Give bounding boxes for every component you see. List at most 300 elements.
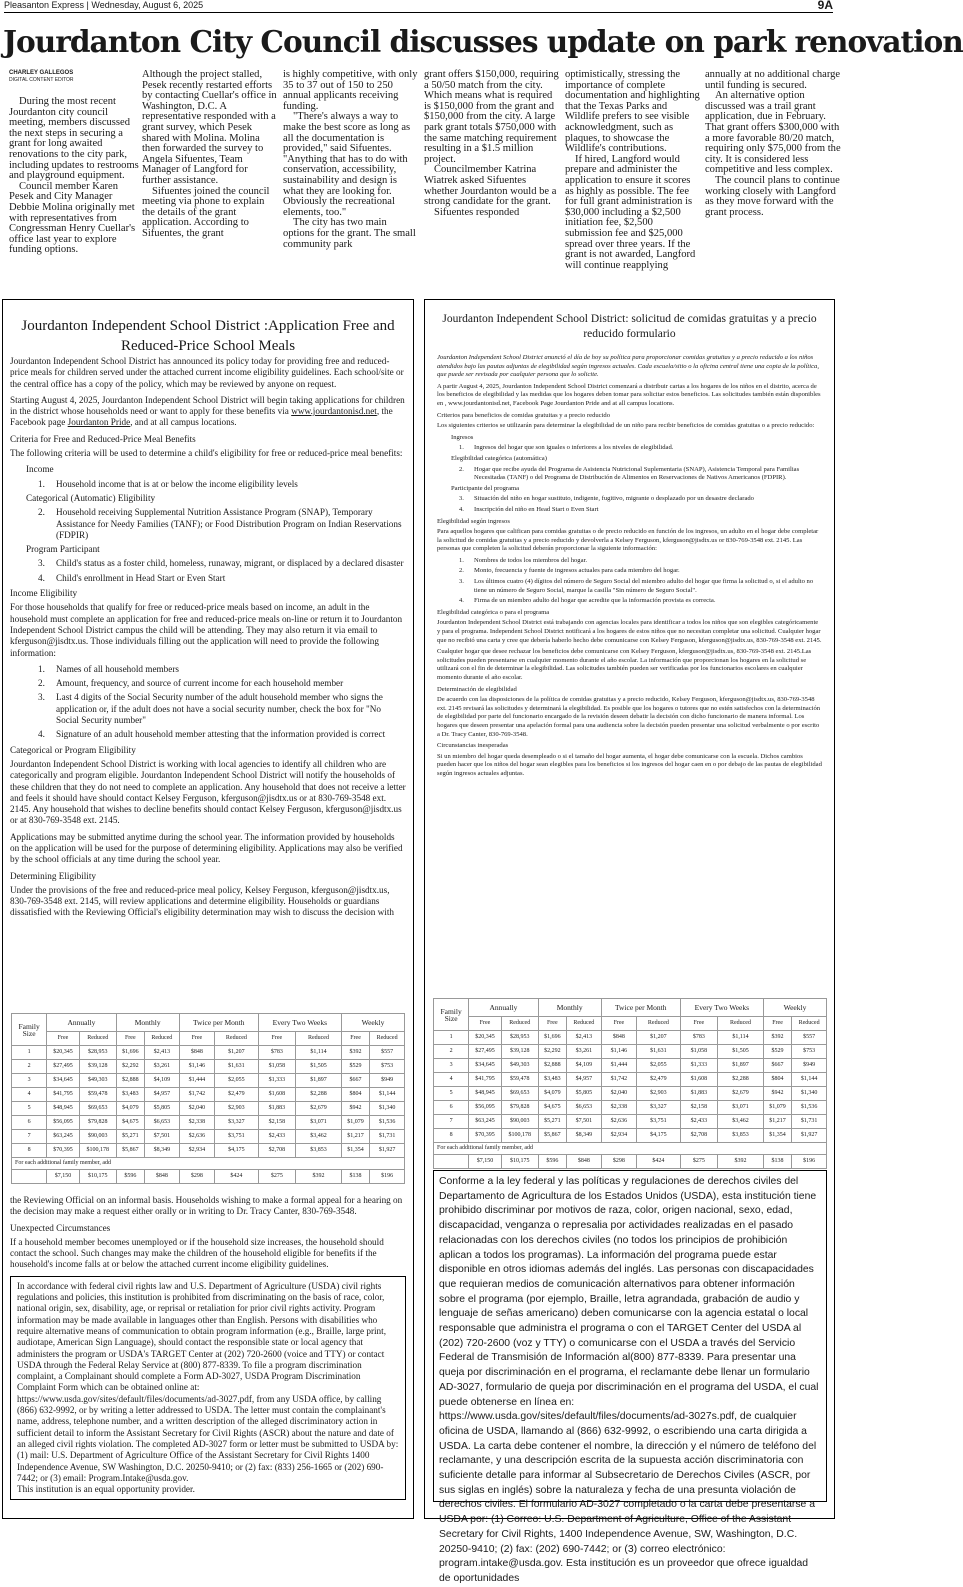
notice-paragraph: Cualquier hogar que desee rechazar los beneficios debe comunicarse con Kelsey Ferguson, kferguson@jisdtx.us, 830-769-3548 ext. 2145.Las solicitudes pueden presentarse en cualquier momento durante el año escolar. La información que proporcionan los hogares en la solicitud se utilizará con el fin de determinar la elegibilidad. Las solicitudes también pueden ser verificadas por los funcionarios escolares en cualquier momento durante el año escolar. bbox=[437, 648, 812, 681]
table-cell: $4,675 bbox=[116, 1116, 144, 1130]
table-cell: $783 bbox=[258, 1046, 295, 1060]
notice-paragraph: Under the provisions of the free and reduced-price meal policy, Kelsey Ferguson, kferguson@jisdtx.us, 830-769-3548 ext. 2145, will review applications and determine eligibility. Households or guardians dissatisfied with the Reviewing Official's eligibility determination may wish to discuss the decision with bbox=[10, 884, 394, 918]
table-cell: $1,079 bbox=[763, 1101, 791, 1115]
table-cell: $48,945 bbox=[47, 1102, 80, 1116]
table-cell: $557 bbox=[792, 1031, 827, 1045]
section-heading: Criterios para beneficios de comidas gratuitas y a precio reducido bbox=[437, 411, 611, 419]
table-cell: $424 bbox=[637, 1155, 681, 1169]
table-cell: $1,731 bbox=[370, 1130, 405, 1144]
table-cell: $63,245 bbox=[469, 1115, 502, 1129]
table-cell: $20,345 bbox=[47, 1046, 80, 1060]
table-cell: $392 bbox=[718, 1155, 764, 1169]
table-cell: $4,079 bbox=[116, 1102, 144, 1116]
table-cell: $2,055 bbox=[637, 1059, 681, 1073]
table-cell: $4,957 bbox=[566, 1073, 601, 1087]
table-cell: $138 bbox=[341, 1170, 369, 1184]
table-cell: $56,095 bbox=[469, 1101, 502, 1115]
table-cell: $5,867 bbox=[538, 1129, 566, 1143]
table-cell: $8,349 bbox=[144, 1144, 179, 1158]
table-cell: $1,696 bbox=[116, 1046, 144, 1060]
reduced-header: Reduced bbox=[637, 1017, 681, 1031]
info-item: 4. Signature of an adult household member attesting that the information provided is correct bbox=[38, 729, 386, 740]
table-cell: $1,927 bbox=[792, 1129, 827, 1143]
table-cell: 7 bbox=[434, 1115, 469, 1129]
story-paragraph: Although the project stalled, Pesek recently restarted efforts by contacting Cuellar's office in Washington, D.C. A representative responded with a grant survey, which Pesek shared with Molina. Molina then forwarded the survey to Angela Sifuentes, Team Manager of Langford for further assistance. bbox=[142, 69, 277, 186]
criteria-item: 1. Household income that is at or below the income eligibility levels bbox=[38, 478, 298, 489]
story-paragraph: An alternative option discussed was a trail grant application, due in February. That grant offers $300,000 with a more favorable 80/20 match, requiring only $75,000 from the city. It is considered less competitive and less complex. bbox=[705, 90, 841, 176]
notice-paragraph: Jourdanton Independent School District is working with local agencies to identify all children who are categorically and program eligible. Jourdanton Independent School District will notify the households of these children that they do not need to complete an application. Any household that does not receive a letter and feels it should have should contact Kelsey Ferguson, kferguson@jisdtx.us or at 830-769-3548 ext. 2145. Any household that wishes to decline benefits should contact Kelsey Ferguson, kferguson@jisdtx.us or at 830-769-3548 ext. 2145. bbox=[10, 758, 406, 826]
table-cell: $59,478 bbox=[79, 1088, 116, 1102]
table-row bbox=[12, 1074, 405, 1088]
table-cell: $63,245 bbox=[47, 1130, 80, 1144]
story-paragraph: Sifuentes joined the council meeting via phone to explain the details of the grant application. According to Sifuentes, the grant bbox=[142, 185, 270, 239]
section-heading: Circunstancias inesperadas bbox=[437, 742, 509, 750]
table-cell: $5,271 bbox=[538, 1115, 566, 1129]
table-cell: $529 bbox=[341, 1060, 369, 1074]
table-cell: $2,433 bbox=[680, 1115, 717, 1129]
table-cell: $2,338 bbox=[179, 1116, 214, 1130]
story-paragraph: grant offers $150,000, requiring a 50/50 match from the city. Which means what is required is $150,000 from the grant and $150,000 from the city. A large park grant totals $750,000 with the same matching requirement resulting in a $1.5 million project. bbox=[424, 69, 559, 165]
table-cell: $1,505 bbox=[296, 1060, 342, 1074]
notice-paragraph: If a household member becomes unemployed or if the household size increases, the household should contact the school. Such changes may make the children of the household eligible for benefits if the household's income falls at or below the attached current income eligibility guidelines. bbox=[10, 1236, 384, 1270]
table-cell: $2,288 bbox=[296, 1088, 342, 1102]
table-cell: $4,675 bbox=[538, 1101, 566, 1115]
story-paragraph: Councilmember Katrina Wiatrek asked Sifuentes whether Jourdanton would be a strong candidate for the grant. bbox=[424, 164, 557, 208]
table-cell: $2,679 bbox=[718, 1087, 764, 1101]
table-cell: $2,413 bbox=[144, 1046, 179, 1060]
table-cell: $41,795 bbox=[469, 1073, 502, 1087]
table-cell: 2 bbox=[434, 1045, 469, 1059]
story-column-1 bbox=[9, 70, 145, 256]
table-cell: $1,340 bbox=[792, 1087, 827, 1101]
criteria-item: 4. Inscripción del niño en Head Start o Even Start bbox=[459, 505, 599, 513]
free-header: Free bbox=[258, 1032, 295, 1046]
table-cell: $2,292 bbox=[538, 1045, 566, 1059]
table-cell: $1,742 bbox=[601, 1073, 636, 1087]
sub-heading: Participante del programa bbox=[451, 484, 520, 492]
story-paragraph: If hired, Langford would prepare and administer the application to ensure it scores as highly as possible. The fee for full grant administration is $30,000 including a $2,500 initiation fee, $2,500 submission fee and $25,000 spread over three years. If the grant is not awarded, Langford will continue reapplying bbox=[565, 153, 696, 271]
table-cell: $7,501 bbox=[144, 1130, 179, 1144]
table-cell: $1,114 bbox=[296, 1046, 342, 1060]
equal-opportunity-statement: Conforme a la ley federal y las políticas y regulaciones de derechos civiles del Departamento de Agricultura de los Estados Unidos (USDA), esta institución tiene prohibido discriminar por motivos de raza, color, origen nacional, sexo, edad, discapacidad, venganza o represalia por actividades realizadas en el pasado relacionadas con los derechos civiles (no todos los principios de prohibición aplican a todos los programas). La información del programa puede estar disponible en otros idiomas además del inglés. Las personas con discapacidades que requieran medios de comunicación alternativos para obtener información sobre el programa (por ejemplo, Braille, letra agrandada, grabación de audio y lenguaje de señas americano) deben comunicarse con la agencia estatal o local responsable que administra el programa o con el TARGET Center del USDA al (202) 720-2600 (voz y TTY) o comunicarse con el USDA a través del Servicio Federal de Transmisión de Información al(800) 877-8339. Para presentar una queja por discriminación en el programa, el reclamante debe llenar un formulario AD-3027, formulario de queja por discriminación en el programa del USDA, el cual puede obtenerse en línea en: https://www.usda.gov/sites/default/files/documents/ad-3027s.pdf, de cualquier oficina de USDA, llamando al (866) 632-9992, o escribiendo una carta dirigida a USDA. La carta debe contener el nombre, la dirección y el número de teléfono del reclamante, y una descripción escrita de la supuesta acción discriminatoria con suficiente detalle para informar al Subsecretario de Derechos Civiles (ASCR, por sus siglas en inglés) sobre la naturaleza y fecha de una presunta violación de derechos civiles. El formulario AD-3027 completado o la carta debe presentarse a USDA por: (1) Correo: U.S. Department of Agriculture, Office of the Assistant Secretary for Civil Rights, 1400 Independence Avenue, SW, Washington, D.C. 20250-9410; (2) fax: (202) 690-7442; or (3) correo electrónico: program.intake@usda.gov. Esta institución es un proveedor que ofrece igualdad de oportunidades bbox=[433, 1170, 827, 1502]
section-heading: Categorical or Program Eligibility bbox=[10, 744, 136, 755]
table-cell: $69,653 bbox=[501, 1087, 538, 1101]
table-cell: $3,327 bbox=[215, 1116, 259, 1130]
table-cell: $557 bbox=[370, 1046, 405, 1060]
section-heading: Determinación de elegibilidad bbox=[437, 685, 517, 693]
table-cell: $667 bbox=[341, 1074, 369, 1088]
table-cell: $7,150 bbox=[47, 1170, 80, 1184]
story-paragraph: "There's always a way to make the best score as long as all the documentation is provided," said Sifuentes. "Anything that has to do with conservation, accessibility, sustainability and design is what they are looking for. Obviously the recreational elements, too." bbox=[283, 111, 411, 218]
table-cell: $1,927 bbox=[370, 1144, 405, 1158]
criteria-item: 2. Household receiving Supplemental Nutrition Assistance Program (SNAP), Temporary Assistance for Needy Families (TANF); or Food Distribution Program on Indian Reservations (FDPIR) bbox=[38, 507, 402, 540]
notice-paragraph: For those households that qualify for free or reduced-price meals based on income, an adult in the household must complete an application for free and reduced-price meals on-line or return it to Jourdanton Independent School District campus the child will be attending. They may also return it via email to kferguson@jisdtx.us. Those individuals filling out the application will need to provide the following information: bbox=[10, 602, 403, 658]
family-size-header: Family Size bbox=[434, 999, 469, 1031]
reduced-header: Reduced bbox=[215, 1032, 259, 1046]
free-header: Free bbox=[116, 1032, 144, 1046]
table-cell: $2,708 bbox=[258, 1144, 295, 1158]
table-cell: 6 bbox=[434, 1101, 469, 1115]
table-cell: $69,653 bbox=[79, 1102, 116, 1116]
table-cell: $5,805 bbox=[566, 1087, 601, 1101]
story-column-3 bbox=[283, 70, 419, 250]
table-cell: $1,333 bbox=[258, 1074, 295, 1088]
table-cell: $392 bbox=[763, 1031, 791, 1045]
notice-title: Jourdanton Independent School District :Application Free and Reduced-Price School Meals bbox=[21, 318, 395, 354]
table-cell: $28,953 bbox=[79, 1046, 116, 1060]
table-row bbox=[12, 1170, 405, 1184]
table-cell: $100,178 bbox=[79, 1144, 116, 1158]
table-cell: $27,495 bbox=[47, 1060, 80, 1074]
family-size-header: Family Size bbox=[12, 1014, 47, 1046]
table-cell: $70,395 bbox=[469, 1129, 502, 1143]
notice-paragraph: Para aquellos hogares que califican para comidas gratuitas o de precio reducido en función de los ingresos, un adulto en el hogar debe completar la solicitud de comidas gratuitas y a precio reducido y devolverla a Kelsey Ferguson, kferguson@jisdtx.us or 830-769-3548 ext. 2145. Las personas que completen la solicitud deberán proporcionar la siguiente información: bbox=[437, 528, 819, 553]
table-cell: $70,395 bbox=[47, 1144, 80, 1158]
table-cell: $1,897 bbox=[296, 1074, 342, 1088]
table-cell: $3,483 bbox=[538, 1073, 566, 1087]
table-cell: $10,175 bbox=[79, 1170, 116, 1184]
table-cell: $2,479 bbox=[637, 1073, 681, 1087]
reduced-header: Reduced bbox=[144, 1032, 179, 1046]
table-cell: $1,144 bbox=[370, 1088, 405, 1102]
table-cell: $4,109 bbox=[566, 1059, 601, 1073]
section-heading: Elegibilidad categórica o para el programa bbox=[437, 608, 550, 616]
table-cell: $942 bbox=[763, 1087, 791, 1101]
table-cell: $3,751 bbox=[637, 1115, 681, 1129]
table-cell: $39,128 bbox=[79, 1060, 116, 1074]
table-cell: 1 bbox=[12, 1046, 47, 1060]
table-cell: 1 bbox=[434, 1031, 469, 1045]
table-cell: $5,805 bbox=[144, 1102, 179, 1116]
sub-heading: Program Participant bbox=[26, 544, 100, 555]
table-cell: $3,853 bbox=[296, 1144, 342, 1158]
table-cell: 3 bbox=[12, 1074, 47, 1088]
usda-statement bbox=[10, 1276, 406, 1501]
table-cell: $3,751 bbox=[215, 1130, 259, 1144]
table-cell: $1,897 bbox=[718, 1059, 764, 1073]
table-cell: 8 bbox=[12, 1144, 47, 1158]
table-cell: $28,953 bbox=[501, 1031, 538, 1045]
reduced-header: Reduced bbox=[718, 1017, 764, 1031]
notice-paragraph: Applications may be submitted anytime during the school year. The information provided by households on the application will be used for the purpose of determining eligibility. Applications may also be verified by the school officials at any time during the school year. bbox=[10, 831, 403, 865]
section-heading: Elegibilidad según ingresos bbox=[437, 517, 510, 525]
story-paragraph: is highly competitive, with only 35 to 37 out of 150 to 250 annual applicants receiving funding. bbox=[283, 69, 418, 112]
table-cell: $1,217 bbox=[763, 1115, 791, 1129]
period-header: Annually bbox=[469, 999, 539, 1017]
table-cell: $20,345 bbox=[469, 1031, 502, 1045]
table-cell: $1,144 bbox=[792, 1073, 827, 1087]
table-cell bbox=[12, 1170, 47, 1184]
table-cell: $2,888 bbox=[538, 1059, 566, 1073]
table-cell: $2,292 bbox=[116, 1060, 144, 1074]
info-item: 3. Los últimos cuatro (4) dígitos del número de Seguro Social del miembro adulto del hogar que firma la solicitud o, si el adulto no tiene un número de Seguro Social, marque la casilla "Sin número de Seguro Social". bbox=[459, 578, 814, 594]
info-item: 4. Firma de un miembro adulto del hogar que acredite que la información provista es correcta. bbox=[459, 597, 716, 605]
income-table-en-wrap bbox=[11, 1013, 405, 1184]
table-cell: $7,150 bbox=[469, 1155, 502, 1169]
period-header: Monthly bbox=[538, 999, 601, 1017]
table-cell: $90,003 bbox=[79, 1130, 116, 1144]
criteria-item: 3. Child's status as a foster child, homeless, runaway, migrant, or displaced by a declared disaster bbox=[38, 558, 404, 569]
facebook-page-link[interactable]: Jourdanton Pride bbox=[67, 417, 131, 428]
free-header: Free bbox=[601, 1017, 636, 1031]
income-table-es-wrap bbox=[433, 998, 827, 1169]
table-row bbox=[434, 1031, 827, 1045]
table-row bbox=[434, 1059, 827, 1073]
table-cell: $1,444 bbox=[179, 1074, 214, 1088]
table-cell: $3,483 bbox=[116, 1088, 144, 1102]
story-column-2 bbox=[142, 70, 278, 240]
info-item: 1. Nombres de todos los miembros del hogar. bbox=[459, 556, 587, 564]
period-header: Twice per Month bbox=[179, 1014, 258, 1032]
free-header: Free bbox=[179, 1032, 214, 1046]
table-cell: $783 bbox=[680, 1031, 717, 1045]
headline: Jourdanton City Council discusses update on park renovation bbox=[3, 24, 963, 59]
period-header: Weekly bbox=[341, 1014, 404, 1032]
table-cell: $1,536 bbox=[370, 1116, 405, 1130]
period-header: Monthly bbox=[116, 1014, 179, 1032]
table-row bbox=[434, 1129, 827, 1143]
table-cell: $48,945 bbox=[469, 1087, 502, 1101]
masthead-publication: Pleasanton Express | Wednesday, August 6, 2025 bbox=[4, 0, 204, 10]
table-cell: $3,261 bbox=[144, 1060, 179, 1074]
notice-title: Jourdanton Independent School District: solicitud de comidas gratuitas y a precio reducido formulario bbox=[442, 313, 817, 340]
table-cell: $848 bbox=[601, 1031, 636, 1045]
table-cell: $79,828 bbox=[501, 1101, 538, 1115]
table-cell: $49,303 bbox=[79, 1074, 116, 1088]
reduced-header: Reduced bbox=[370, 1032, 405, 1046]
table-cell: $2,433 bbox=[258, 1130, 295, 1144]
table-row bbox=[434, 1045, 827, 1059]
table-cell: $34,645 bbox=[47, 1074, 80, 1088]
table-cell: $1,608 bbox=[680, 1073, 717, 1087]
table-cell: $90,003 bbox=[501, 1115, 538, 1129]
sub-heading: Elegibilidad categórica (automática) bbox=[451, 454, 547, 462]
notice-english bbox=[2, 299, 414, 1519]
table-cell bbox=[434, 1155, 469, 1169]
table-cell: $949 bbox=[792, 1059, 827, 1073]
table-cell: $6,653 bbox=[566, 1101, 601, 1115]
story-paragraph: The council plans to continue working closely with Langford as they move forward with the grant process. bbox=[705, 174, 840, 218]
story-paragraph: The city has two main options for the grant. The small community park bbox=[283, 217, 416, 250]
table-cell: $804 bbox=[763, 1073, 791, 1087]
table-cell: $1,631 bbox=[215, 1060, 259, 1074]
table-cell: $4,175 bbox=[637, 1129, 681, 1143]
table-cell: $1,731 bbox=[792, 1115, 827, 1129]
table-cell: $3,071 bbox=[296, 1116, 342, 1130]
table-cell: $596 bbox=[116, 1170, 144, 1184]
table-cell: $3,462 bbox=[296, 1130, 342, 1144]
table-cell: $1,444 bbox=[601, 1059, 636, 1073]
notice-paragraph: The following criteria will be used to determine a child's eligibility for free or reduced-price meal benefits: bbox=[10, 448, 403, 459]
table-cell: $10,175 bbox=[501, 1155, 538, 1169]
table-cell: $942 bbox=[341, 1102, 369, 1116]
byline-name: CHARLEY GALLEGOS bbox=[9, 70, 74, 76]
table-cell: $6,653 bbox=[144, 1116, 179, 1130]
section-heading: Criteria for Free and Reduced-Price Meal Benefits bbox=[10, 433, 196, 444]
table-cell: $196 bbox=[792, 1155, 827, 1169]
table-cell: $5,271 bbox=[116, 1130, 144, 1144]
table-cell: $1,608 bbox=[258, 1088, 295, 1102]
table-cell: $1,146 bbox=[601, 1045, 636, 1059]
notice-paragraph: Jourdanton Independent School District has announced its policy today for providing free and reduced-price meals for children served under the attached current income eligibility guidelines. Each school/site or the central office has a copy of the policy, which may be reviewed by anyone on request. bbox=[10, 356, 404, 389]
reduced-header: Reduced bbox=[566, 1017, 601, 1031]
table-cell: $49,303 bbox=[501, 1059, 538, 1073]
free-header: Free bbox=[341, 1032, 369, 1046]
criteria-item: 3. Situación del niño en hogar sustituto, indigente, fugitivo, migrante o desplazado por un desastre declarado bbox=[459, 495, 754, 503]
sub-heading: Ingresos bbox=[451, 433, 474, 441]
table-cell: $1,883 bbox=[258, 1102, 295, 1116]
table-cell: $1,631 bbox=[637, 1045, 681, 1059]
table-cell: $392 bbox=[296, 1170, 342, 1184]
table-cell: 2 bbox=[12, 1060, 47, 1074]
free-header: Free bbox=[47, 1032, 80, 1046]
table-cell: $100,178 bbox=[501, 1129, 538, 1143]
usda-text: In accordance with federal civil rights law and U.S. Department of Agriculture (USDA) civil rights regulations and policies, this institution is prohibited from discriminating on the basis of race, color, national origin, sex, disability, age, or reprisal or retaliation for prior civil rights activity. Program information may be made available in languages other than English. Persons with disabilities who require alternative means of communication to obtain program information (e.g., Braille, large print, audiotape, American Sign Language), should contact the responsible state or local agency that administers the program or USDA's TARGET Center at (202) 720-2600 (voice and TTY) or contact USDA through the Federal Relay Service at (800) 877-8339. To file a program discrimination complaint, a Complainant should complete a Form AD-3027, USDA Program Discrimination Complaint Form which can be obtained online at: https://www.usda.gov/sites/default/files/documents/ad-3027.pdf, from any USDA office, by calling (866) 632-9992, or by writing a letter addressed to USDA. The letter must contain the complainant's name, address, telephone number, and a written description of the alleged discriminatory action in sufficient detail to inform the Assistant Secretary for Civil Rights (ASCR) about the nature and date of an alleged civil rights violation. The completed AD-3027 form or letter must be submitted to USDA by: (1) mail: U.S. Department of Agriculture Office of the Assistant Secretary for Civil Rights 1400 Independence Avenue, SW Washington, D.C. 20250-9410; or (2) fax: (833) 256-1665 or (202) 690-7442; or (3) email: Program.Intake@usda.gov. bbox=[17, 1280, 399, 1483]
table-cell: $298 bbox=[179, 1170, 214, 1184]
table-cell: $1,058 bbox=[258, 1060, 295, 1074]
reduced-header: Reduced bbox=[79, 1032, 116, 1046]
table-cell: $1,058 bbox=[680, 1045, 717, 1059]
table-cell: $1,333 bbox=[680, 1059, 717, 1073]
table-cell: $949 bbox=[370, 1074, 405, 1088]
table-cell: $1,696 bbox=[538, 1031, 566, 1045]
table-cell: $1,079 bbox=[341, 1116, 369, 1130]
notice-paragraph: the Reviewing Official on an informal basis. Households wishing to make a formal appeal for a hearing on the decision may make a request either orally or in writing to Dr. Tracy Canter, 830-769-3548. bbox=[10, 1195, 403, 1217]
table-cell: $667 bbox=[763, 1059, 791, 1073]
notice-paragraph: Starting August 4, 2025, Jourdanton Independent School District will begin taking applications for children in the district whose households need or want to apply for these benefits via www.jourdantonisd.net, the Facebook page Jourdanton Pride, and at all campus locations. bbox=[10, 394, 405, 428]
criteria-item: 4. Child's enrollment in Head Start or Even Start bbox=[38, 572, 226, 583]
additional-member-label: For each additional family member, add bbox=[12, 1158, 405, 1170]
table-row bbox=[12, 1046, 405, 1060]
table-cell: 7 bbox=[12, 1130, 47, 1144]
table-cell: $79,828 bbox=[79, 1116, 116, 1130]
section-heading: Income Eligibility bbox=[10, 588, 78, 599]
notice-paragraph: Jourdanton Independent School District está trabajando con agencias locales para identificar a todos los niños que son elegibles categóricamente y para el programa. Independent School District notificará a los hogares de estos niños que no necesitan completar una solicitud. Cualquier hogar que no recibió una carta y cree que debería haberlo hecho debe comunicarse con Kelsey Ferguson, kferguson@jisdtx.us, 830-769-3548 ext. 2145. bbox=[437, 619, 822, 644]
notice-paragraph: Jourdanton Independent School District anunció el día de hoy su política para proporcionar comidas gratuitas y a precio reducido a los niños atendidos bajo las pautas adjuntas de elegibilidad según ingresos actuales. Cada escuela/sitio o la oficina central tiene una copia de la política, que puede ser revisada por cualquier persona que lo solicite. bbox=[437, 354, 819, 379]
period-header: Every Two Weeks bbox=[258, 1014, 341, 1032]
table-cell: $1,340 bbox=[370, 1102, 405, 1116]
table-cell: $2,903 bbox=[215, 1102, 259, 1116]
table-cell: $2,338 bbox=[601, 1101, 636, 1115]
table-cell: $2,708 bbox=[680, 1129, 717, 1143]
table-cell: $5,867 bbox=[116, 1144, 144, 1158]
table-cell: $1,505 bbox=[718, 1045, 764, 1059]
table-cell: 5 bbox=[434, 1087, 469, 1101]
table-cell: $2,888 bbox=[116, 1074, 144, 1088]
table-row bbox=[434, 1155, 827, 1169]
criteria-item: 2. Hogar que recibe ayuda del Programa de Asistencia Nutricional Suplementaria (SNAP), Asistencia Temporal para Familias Necesitadas (TANF) o del Programa de Distribución de Alimentos en Reservaciones de Nativos Americanos (FDPIR). bbox=[459, 465, 800, 482]
notice-paragraph: Los siguientes criterios se utilizarán para determinar la elegibilidad de un niño para recibir beneficios de comidas gratuitas o a precio reducido: bbox=[437, 422, 815, 430]
table-cell: $3,261 bbox=[566, 1045, 601, 1059]
table-cell: $1,146 bbox=[179, 1060, 214, 1074]
table-cell: $275 bbox=[680, 1155, 717, 1169]
table-cell: $34,645 bbox=[469, 1059, 502, 1073]
page-number: 9A bbox=[817, 0, 833, 12]
table-cell: $1,217 bbox=[341, 1130, 369, 1144]
free-header: Free bbox=[763, 1017, 791, 1031]
table-cell: $2,636 bbox=[179, 1130, 214, 1144]
table-cell: $753 bbox=[370, 1060, 405, 1074]
table-cell: $1,536 bbox=[792, 1101, 827, 1115]
story-paragraph: optimistically, stressing the importance of complete documentation and highlighting that the Texas Parks and Wildlife prefers to see visible acknowledgment, such as plaques, to showcase the Wildlife's contributions. bbox=[565, 69, 700, 155]
table-cell: $1,207 bbox=[215, 1046, 259, 1060]
story-column-4 bbox=[424, 70, 560, 218]
info-item: 2. Monto, frecuencia y fuente de ingresos actuales para cada miembro del hogar. bbox=[459, 567, 680, 575]
table-cell: $848 bbox=[179, 1046, 214, 1060]
table-cell: $2,158 bbox=[258, 1116, 295, 1130]
table-cell: $753 bbox=[792, 1045, 827, 1059]
district-website-link[interactable]: www.jourdantonisd.net bbox=[291, 406, 377, 417]
table-row bbox=[12, 1116, 405, 1130]
table-cell: $3,853 bbox=[718, 1129, 764, 1143]
byline bbox=[9, 70, 145, 84]
table-cell: $2,055 bbox=[215, 1074, 259, 1088]
story-column-5 bbox=[565, 70, 701, 271]
table-row bbox=[12, 1060, 405, 1074]
table-row bbox=[12, 1088, 405, 1102]
table-cell: $2,040 bbox=[179, 1102, 214, 1116]
table-cell: $1,114 bbox=[718, 1031, 764, 1045]
table-cell: $1,207 bbox=[637, 1031, 681, 1045]
table-cell: $2,636 bbox=[601, 1115, 636, 1129]
story-paragraph: annually at no additional charge until funding is secured. bbox=[705, 69, 841, 91]
table-cell: $4,957 bbox=[144, 1088, 179, 1102]
free-header: Free bbox=[469, 1017, 502, 1031]
table-row bbox=[434, 1073, 827, 1087]
table-row bbox=[12, 1102, 405, 1116]
notice-paragraph: De acuerdo con las disposiciones de la política de comidas gratuitas y a precio reducido, Kelsey Ferguson, kferguson@jisdtx.us, 830-769-3548 ext. 2145 revisará las solicitudes y determinará la elegibilidad. Es posible que los hogares o tutores que no estén satisfechos con la determinación de elegibilidad por parte del funcionario encargado de la revisión deseen debatir la decisión con dicho funcionario de manera informal. Los hogares que deseen presentar una apelación formal para una audiencia sobre la decisión pueden presentar una solicitud verbalmente o por escrito a Dr. Tracy Canter, 830-769-3548. bbox=[437, 696, 821, 738]
table-cell: 5 bbox=[12, 1102, 47, 1116]
table-cell: $39,128 bbox=[501, 1045, 538, 1059]
period-header: Weekly bbox=[763, 999, 826, 1017]
free-header: Free bbox=[680, 1017, 717, 1031]
table-cell: $2,413 bbox=[566, 1031, 601, 1045]
story-paragraph: During the most recent Jourdanton city council meeting, members discussed the next steps in securing a grant for long awaited renovations to the city park, including updates to restrooms and playground equipment. bbox=[9, 96, 139, 182]
table-cell: 3 bbox=[434, 1059, 469, 1073]
table-cell: $7,501 bbox=[566, 1115, 601, 1129]
table-cell: $59,478 bbox=[501, 1073, 538, 1087]
table-cell: $424 bbox=[215, 1170, 259, 1184]
period-header: Every Two Weeks bbox=[680, 999, 763, 1017]
table-cell: 4 bbox=[434, 1073, 469, 1087]
table-row bbox=[12, 1130, 405, 1144]
notice-paragraph: Si un miembro del hogar queda desempleado o si el tamaño del hogar aumenta, el hogar debe comunicarse con la escuela. Dichos cambios pueden hacer que los niños del hogar sean elegibles para los beneficios si los ingresos del hogar caen en o por debajo de las pautas de elegibilidad según ingresos actuales adjuntas. bbox=[437, 752, 822, 777]
byline-title: DIGITAL CONTENT EDITOR bbox=[9, 77, 74, 83]
table-cell: $3,327 bbox=[637, 1101, 681, 1115]
table-cell: $298 bbox=[601, 1155, 636, 1169]
equal-opportunity-line: This institution is an equal opportunity provider. bbox=[17, 1484, 195, 1495]
criteria-item: 1. Ingresos del hogar que son iguales o inferiores a los niveles de elegibilidad. bbox=[459, 444, 674, 452]
table-cell: $2,934 bbox=[179, 1144, 214, 1158]
table-row bbox=[12, 1144, 405, 1158]
period-header: Annually bbox=[47, 1014, 117, 1032]
info-item: 1. Names of all household members bbox=[38, 663, 179, 674]
free-header: Free bbox=[538, 1017, 566, 1031]
table-cell: $2,040 bbox=[601, 1087, 636, 1101]
reduced-header: Reduced bbox=[296, 1032, 342, 1046]
table-cell: $1,354 bbox=[763, 1129, 791, 1143]
table-cell: 6 bbox=[12, 1116, 47, 1130]
table-cell: $1,354 bbox=[341, 1144, 369, 1158]
table-cell: $392 bbox=[341, 1046, 369, 1060]
table-cell: $596 bbox=[538, 1155, 566, 1169]
section-heading: Determining Eligibility bbox=[10, 870, 96, 881]
table-cell: $848 bbox=[566, 1155, 601, 1169]
table-cell: $4,109 bbox=[144, 1074, 179, 1088]
reduced-header: Reduced bbox=[792, 1017, 827, 1031]
story-column-6 bbox=[705, 70, 841, 218]
table-cell: $275 bbox=[258, 1170, 295, 1184]
